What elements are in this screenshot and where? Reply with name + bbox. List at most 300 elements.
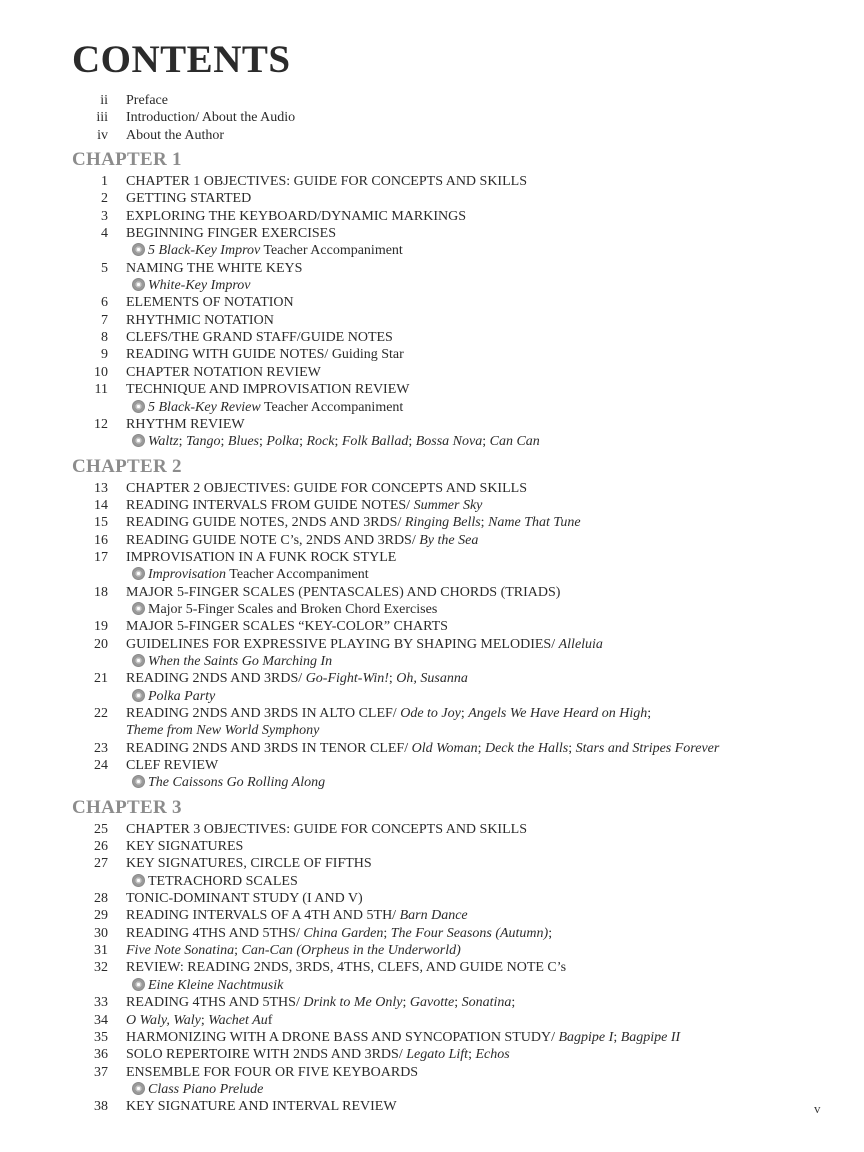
- text-run: READING GUIDE NOTE C’s, 2NDS AND 3RDS/: [126, 532, 420, 548]
- audio-track-entry: [0, 399, 864, 416]
- entry-text: [126, 1047, 510, 1062]
- text-run: KEY SIGNATURES, CIRCLE OF FIFTHS: [126, 856, 372, 872]
- audio-track-entry: [0, 601, 864, 618]
- audio-track-entry: [0, 653, 864, 670]
- entry-text: [148, 978, 283, 993]
- text-run: CLEF REVIEW: [126, 758, 219, 774]
- page-ref: 23: [94, 740, 108, 756]
- audio-track-entry: [0, 433, 864, 450]
- page-ref: 4: [101, 226, 108, 242]
- title-italic: Ode to Joy: [400, 706, 461, 721]
- page-ref: 19: [94, 619, 108, 635]
- entry-title: Preface: [126, 93, 168, 108]
- page-ref: 35: [94, 1029, 108, 1045]
- chapter-title: CHAPTER 3: [72, 796, 182, 818]
- entry-title: [132, 688, 215, 705]
- entry-text: [126, 295, 294, 310]
- entry-title: [126, 346, 404, 363]
- title-italic: Five Note Sonatina: [126, 943, 235, 959]
- page-ref: 16: [94, 532, 108, 548]
- title-italic: Stars and Stripes Forever: [575, 740, 720, 756]
- page-ref: 22: [94, 706, 108, 721]
- text-run: f: [267, 1012, 273, 1028]
- text-run: READING WITH GUIDE NOTES/ Guiding Star: [126, 347, 404, 363]
- text-run: READING 2NDS AND 3RDS IN TENOR CLEF/: [126, 740, 412, 756]
- entry-title: [126, 549, 396, 566]
- title-italic: Angels We Have Heard on High: [468, 706, 648, 721]
- entry-title: [132, 977, 283, 994]
- entry-title: [126, 190, 251, 207]
- text-run: Teacher Accompaniment: [260, 243, 403, 259]
- toc-entry: [0, 855, 864, 872]
- entry-title: [132, 1081, 263, 1098]
- entry-text: [126, 943, 461, 958]
- entry-title: [132, 774, 325, 791]
- toc-entry: [0, 92, 864, 109]
- toc-entry: [0, 109, 864, 126]
- text-run: ;: [178, 434, 186, 450]
- entry-text: [126, 822, 527, 837]
- text-run: ;: [548, 925, 553, 941]
- entry-text: [126, 209, 466, 224]
- chapter-heading: [0, 455, 864, 480]
- title-italic: Old Woman: [411, 740, 478, 756]
- title-italic: O Waly, Waly: [126, 1012, 201, 1028]
- text-run: TECHNIQUE AND IMPROVISATION REVIEW: [126, 382, 410, 398]
- entry-text: [126, 417, 245, 432]
- page-ref: 38: [94, 1099, 108, 1115]
- entry-title: [126, 890, 363, 907]
- entry-title: [126, 1098, 397, 1115]
- entry-text: [126, 995, 515, 1010]
- text-run: IMPROVISATION IN A FUNK ROCK STYLE: [126, 549, 397, 565]
- entry-text: [126, 671, 468, 686]
- entry-title: [132, 399, 403, 416]
- title-italic: Alleluia: [558, 636, 603, 652]
- page-ref: 25: [94, 821, 108, 837]
- entry-title: [126, 1029, 680, 1046]
- audio-cd-icon: [132, 602, 145, 615]
- text-run: ;: [388, 671, 397, 687]
- text-run: Teacher Accompaniment: [226, 567, 369, 583]
- toc-entry: [0, 1098, 864, 1115]
- audio-track-entry: [0, 873, 864, 890]
- toc-entry: [0, 514, 864, 531]
- entry-title: [126, 294, 294, 311]
- entry-title: [126, 722, 319, 739]
- title-italic: Echos: [475, 1047, 510, 1063]
- toc-entry: [0, 1064, 864, 1081]
- toc-entry: [0, 329, 864, 346]
- entry-text: [126, 585, 560, 600]
- text-run: ;: [383, 925, 391, 941]
- text-run: MAJOR 5-FINGER SCALES “KEY-COLOR” CHARTS: [126, 619, 448, 635]
- text-run: READING INTERVALS FROM GUIDE NOTES/: [126, 497, 414, 513]
- page-ref: 10: [94, 364, 108, 380]
- entry-title: [126, 381, 409, 398]
- text-run: ;: [468, 1047, 476, 1063]
- entry-text: [126, 347, 404, 362]
- entry-text: [126, 313, 274, 328]
- text-run: ;: [511, 995, 516, 1011]
- entry-text: [126, 481, 527, 496]
- page-ref: 14: [94, 497, 108, 513]
- entry-title: [126, 208, 466, 225]
- title-italic: Can-Can (Orpheus in the Underworld): [241, 943, 461, 959]
- text-run: RHYTHMIC NOTATION: [126, 312, 274, 328]
- page-ref: 3: [101, 208, 108, 224]
- entry-text: [126, 498, 482, 513]
- title-italic: Bagpipe I: [558, 1029, 614, 1045]
- text-run: GUIDELINES FOR EXPRESSIVE PLAYING BY SHAPING MELODIES/: [126, 636, 559, 652]
- text-run: HARMONIZING WITH A DRONE BASS AND SYNCOPATION STUDY/: [126, 1029, 559, 1045]
- entry-text: [126, 515, 581, 530]
- entry-text: [126, 1065, 418, 1080]
- entry-title: [126, 364, 321, 381]
- page-ref: iv: [97, 127, 108, 143]
- entry-title: [126, 994, 515, 1011]
- entry-text: [126, 960, 566, 975]
- page-ref: ii: [100, 93, 108, 108]
- toc-entry: [0, 225, 864, 242]
- audio-track-entry: [0, 566, 864, 583]
- text-run: ;: [460, 706, 469, 721]
- toc-entry: [0, 740, 864, 757]
- page-title: CONTENTS: [72, 38, 291, 81]
- text-run: MAJOR 5-FINGER SCALES (PENTASCALES) AND CHORDS (TRIADS): [126, 584, 561, 600]
- audio-track-entry: [0, 242, 864, 259]
- page-ref: 33: [94, 995, 108, 1011]
- title-italic: The Caissons Go Rolling Along: [148, 775, 326, 791]
- title-italic: Can Can: [489, 434, 540, 450]
- text-run: READING INTERVALS OF A 4TH AND 5TH/: [126, 908, 400, 924]
- title-italic: Class Piano Prelude: [148, 1081, 264, 1097]
- page-ref: 1: [101, 174, 108, 190]
- audio-cd-icon: [132, 978, 145, 991]
- title-italic: Summer Sky: [413, 497, 483, 513]
- page-ref: 18: [94, 584, 108, 600]
- entry-title: [132, 433, 540, 450]
- text-run: CHAPTER 2 OBJECTIVES: GUIDE FOR CONCEPTS AND SKILLS: [126, 480, 527, 496]
- entry-text: [126, 174, 527, 189]
- page-ref: 13: [94, 480, 108, 496]
- toc-entry: [0, 890, 864, 907]
- page-ref: 34: [94, 1012, 108, 1028]
- entry-text: [126, 1030, 680, 1045]
- text-run: ELEMENTS OF NOTATION: [126, 295, 294, 311]
- title-italic: Ringing Bells: [404, 515, 481, 531]
- chapter-heading: [0, 796, 864, 821]
- title-italic: Drink to Me Only: [303, 995, 403, 1011]
- entry-title: [126, 740, 719, 757]
- text-run: NAMING THE WHITE KEYS: [126, 260, 303, 276]
- page-ref: 11: [94, 382, 108, 398]
- entry-text: [126, 261, 302, 276]
- entry-title: [126, 1046, 510, 1063]
- text-run: ;: [220, 434, 228, 450]
- text-run: ;: [568, 740, 576, 756]
- chapter-heading: [0, 148, 864, 173]
- entry-text: [126, 839, 243, 854]
- entry-text: [148, 243, 403, 258]
- page-ref: 28: [94, 891, 108, 907]
- page-ref: iii: [96, 110, 108, 126]
- title-italic: Wachet Au: [208, 1012, 268, 1028]
- title-italic: Deck the Halls: [484, 740, 569, 756]
- title-italic: Improvisation: [148, 567, 227, 583]
- toc-entry: [0, 1012, 864, 1029]
- entry-title: [132, 277, 251, 294]
- entry-title: [126, 942, 461, 959]
- title-italic: Polka: [266, 434, 300, 450]
- audio-cd-icon: [132, 567, 145, 580]
- title-italic: By the Sea: [419, 532, 479, 548]
- page-ref: 20: [94, 636, 108, 652]
- entry-title: [126, 838, 243, 855]
- entry-text: [126, 533, 478, 548]
- page-ref: 17: [94, 549, 108, 565]
- toc-entry: [0, 208, 864, 225]
- entry-text: [148, 689, 215, 704]
- text-run: ;: [408, 434, 416, 450]
- title-italic: Folk Ballad: [341, 434, 409, 450]
- text-run: READING 4THS AND 5THS/: [126, 995, 304, 1011]
- entry-text: [126, 619, 448, 634]
- page-ref: 36: [94, 1047, 108, 1063]
- page-ref: 9: [101, 347, 108, 363]
- title-italic: 5 Black-Key Improv: [148, 243, 261, 259]
- entry-title: Introduction/ About the Audio: [126, 110, 296, 126]
- title-italic: Tango: [186, 434, 221, 450]
- audio-cd-icon: [132, 689, 145, 702]
- toc-entry: [0, 416, 864, 433]
- entry-title: [126, 514, 581, 531]
- entry-text: [148, 567, 369, 582]
- title-italic: Barn Dance: [399, 908, 468, 924]
- text-run: ;: [234, 943, 242, 959]
- entry-title: [126, 173, 527, 190]
- entry-text: [126, 741, 719, 756]
- entry-text: [126, 926, 552, 941]
- toc-entry: [0, 364, 864, 381]
- entry-title: [126, 584, 560, 601]
- title-italic: China Garden: [303, 925, 384, 941]
- text-run: ;: [477, 740, 485, 756]
- audio-track-entry: [0, 1081, 864, 1098]
- toc-entry: [0, 532, 864, 549]
- entry-title: About the Author: [126, 127, 224, 143]
- entry-text: [148, 1082, 263, 1097]
- audio-cd-icon: [132, 1082, 145, 1095]
- entry-title: [132, 601, 437, 618]
- toc-entry: [0, 480, 864, 497]
- toc-entry: [0, 838, 864, 855]
- title-italic: Oh, Susanna: [396, 671, 468, 687]
- entry-text: [148, 654, 332, 669]
- entry-title: [126, 959, 566, 976]
- title-italic: Blues: [227, 434, 260, 450]
- audio-track-entry: [0, 977, 864, 994]
- entry-title: [132, 242, 403, 259]
- audio-cd-icon: [132, 775, 145, 788]
- entry-text: [148, 775, 325, 790]
- toc-entry: [0, 636, 864, 653]
- text-run: ;: [299, 434, 307, 450]
- entry-text: [126, 1013, 272, 1028]
- entry-text: [126, 226, 336, 241]
- page-ref: 24: [94, 758, 108, 774]
- text-run: ENSEMBLE FOR FOUR OR FIVE KEYBOARDS: [126, 1064, 419, 1080]
- toc-entry: [0, 127, 864, 144]
- toc-entry: [0, 942, 864, 959]
- entry-title: [126, 225, 336, 242]
- text-run: RHYTHM REVIEW: [126, 416, 245, 432]
- entry-text: [126, 191, 251, 206]
- audio-cd-icon: [132, 278, 145, 291]
- title-italic: Sonatina: [461, 995, 512, 1011]
- entry-title: [126, 480, 527, 497]
- toc-entry: [0, 907, 864, 924]
- text-run: ;: [647, 706, 652, 721]
- entry-title: [126, 312, 274, 329]
- audio-track-entry: [0, 774, 864, 791]
- toc-entry: [0, 190, 864, 207]
- text-run: ;: [480, 515, 489, 531]
- entry-title: [132, 566, 369, 583]
- text-run: READING 2NDS AND 3RDS/: [126, 671, 306, 687]
- title-italic: White-Key Improv: [148, 278, 251, 294]
- entry-text: [126, 891, 363, 906]
- page-ref: 2: [101, 191, 108, 207]
- text-run: ;: [454, 995, 462, 1011]
- chapter-title: CHAPTER 1: [72, 149, 182, 171]
- entry-text: [126, 550, 396, 565]
- entry-text: [126, 706, 651, 721]
- text-run: READING 4THS AND 5THS/: [126, 925, 304, 941]
- title-italic: 5 Black-Key Review: [148, 399, 261, 415]
- toc-entry: [0, 294, 864, 311]
- page-number: v: [814, 1101, 821, 1116]
- text-run: SOLO REPERTOIRE WITH 2NDS AND 3RDS/: [126, 1047, 407, 1063]
- text-run: ;: [613, 1029, 621, 1045]
- entry-text: [126, 365, 321, 380]
- page-ref: 31: [94, 943, 108, 959]
- text-run: Teacher Accompaniment: [260, 399, 404, 415]
- toc-entry: [0, 1046, 864, 1063]
- entry-title: [126, 260, 302, 277]
- toc-entry: [0, 312, 864, 329]
- toc-entry: [0, 549, 864, 566]
- title-italic: The Four Seasons (Autumn): [390, 925, 549, 941]
- text-run: ;: [334, 434, 342, 450]
- audio-cd-icon: [132, 654, 145, 667]
- title-italic: Go-Fight-Win!: [305, 671, 389, 687]
- page-ref: 15: [94, 515, 108, 531]
- page-ref: 7: [101, 312, 108, 328]
- entry-title: [126, 925, 552, 942]
- entry-text: [126, 856, 372, 871]
- audio-track-entry: [0, 688, 864, 705]
- text-run: ;: [402, 995, 410, 1011]
- toc-entry: [0, 925, 864, 942]
- entry-title: [132, 873, 298, 890]
- toc-entry: [0, 757, 864, 774]
- table-of-contents: [0, 92, 864, 1116]
- text-run: ;: [259, 434, 267, 450]
- entry-title: [126, 416, 245, 433]
- entry-title: [126, 1012, 272, 1029]
- page-ref: 12: [94, 416, 108, 432]
- text-run: BEGINNING FINGER EXERCISES: [126, 226, 336, 242]
- text-run: READING 2NDS AND 3RDS IN ALTO CLEF/: [126, 706, 401, 721]
- toc-entry: [0, 670, 864, 687]
- chapter-title: CHAPTER 2: [72, 455, 182, 477]
- title-italic: Theme from New World Symphony: [126, 723, 320, 739]
- text-run: CHAPTER 3 OBJECTIVES: GUIDE FOR CONCEPTS AND SKILLS: [126, 821, 527, 837]
- entry-title: [126, 705, 651, 722]
- text-run: KEY SIGNATURES: [126, 839, 244, 855]
- text-run: CLEFS/THE GRAND STAFF/GUIDE NOTES: [126, 330, 393, 346]
- entry-title: [126, 497, 482, 514]
- page-ref: 8: [101, 330, 108, 346]
- title-italic: When the Saints Go Marching In: [148, 653, 333, 669]
- text-run: GETTING STARTED: [126, 191, 252, 207]
- text-run: TETRACHORD SCALES: [148, 873, 298, 889]
- audio-cd-icon: [132, 434, 145, 447]
- text-run: CHAPTER 1 OBJECTIVES: GUIDE FOR CONCEPTS AND SKILLS: [126, 174, 527, 190]
- entry-title: [126, 329, 393, 346]
- page-ref: 5: [101, 260, 108, 276]
- page-ref: 6: [101, 295, 108, 311]
- entry-text: [126, 908, 468, 923]
- entry-title: [132, 653, 332, 670]
- toc-entry: [0, 821, 864, 838]
- toc-entry: [0, 173, 864, 190]
- text-run: TONIC-DOMINANT STUDY (I AND V): [126, 891, 363, 907]
- entry-title: [126, 532, 478, 549]
- audio-cd-icon: [132, 400, 145, 413]
- entry-text: [148, 434, 540, 449]
- audio-track-entry: [0, 277, 864, 294]
- entry-title: [126, 670, 468, 687]
- text-run: REVIEW: READING 2NDS, 3RDS, 4THS, CLEFS, AND GUIDE NOTE C’s: [126, 960, 567, 976]
- page-ref: 32: [94, 960, 108, 976]
- entry-text: [126, 1099, 397, 1114]
- title-italic: Gavotte: [409, 995, 455, 1011]
- entry-text: [126, 382, 409, 397]
- text-run: ;: [482, 434, 490, 450]
- toc-entry: [0, 1029, 864, 1046]
- audio-cd-icon: [132, 243, 145, 256]
- page-ref: 27: [94, 856, 108, 872]
- title-italic: Polka Party: [148, 688, 216, 704]
- page-ref: 26: [94, 839, 108, 855]
- entry-text: [148, 400, 403, 415]
- title-italic: Bossa Nova: [415, 434, 483, 450]
- toc-entry: [0, 994, 864, 1011]
- text-run: CHAPTER NOTATION REVIEW: [126, 364, 321, 380]
- entry-title: [126, 757, 218, 774]
- entry-text: [126, 637, 603, 652]
- entry-text: [148, 874, 298, 889]
- toc-entry: [0, 346, 864, 363]
- toc-entry: [0, 381, 864, 398]
- entry-title: [126, 618, 448, 635]
- title-italic: Eine Kleine Nachtmusik: [148, 977, 284, 993]
- page-ref: 30: [94, 925, 108, 941]
- text-run: EXPLORING THE KEYBOARD/DYNAMIC MARKINGS: [126, 208, 467, 224]
- entry-title: [126, 821, 527, 838]
